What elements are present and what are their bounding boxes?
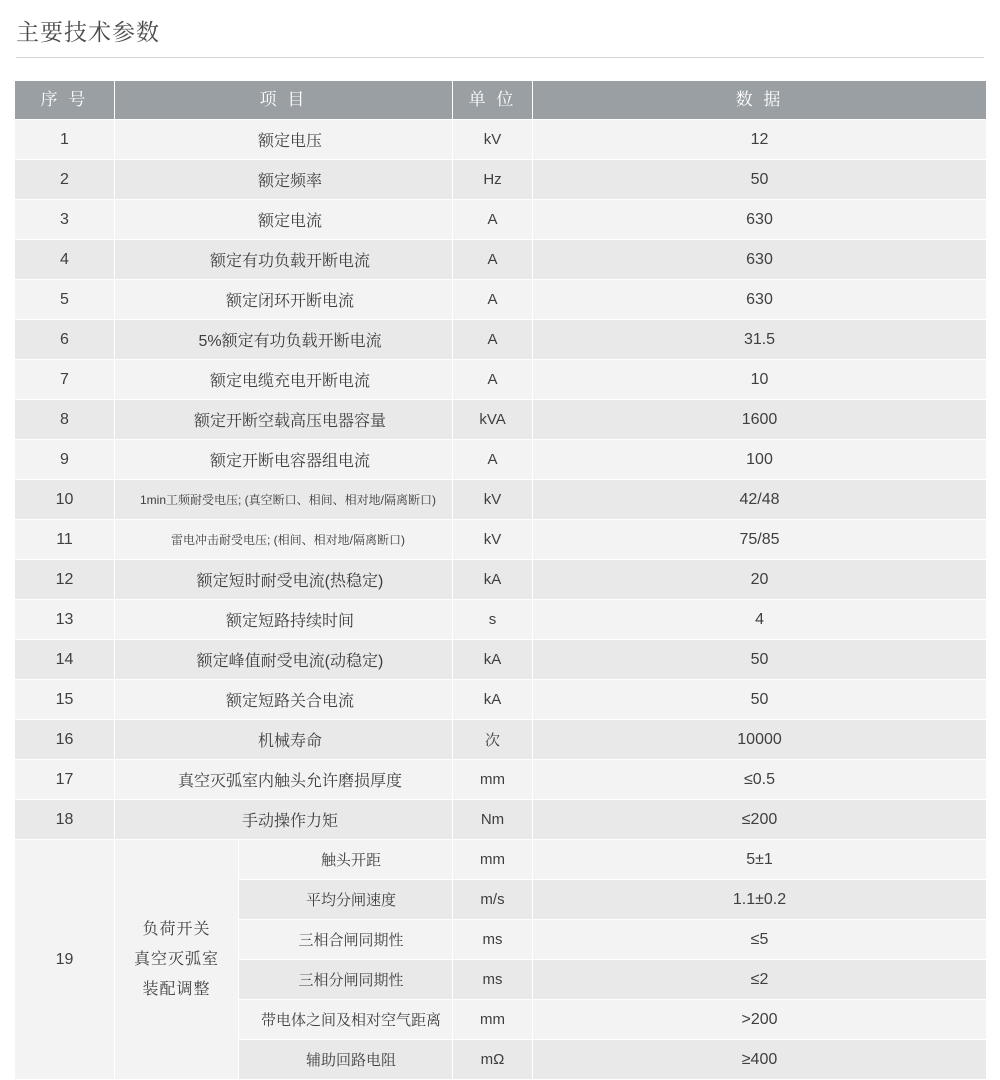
- table-row: [15, 800, 987, 840]
- row-number: 19: [15, 840, 115, 1080]
- row-unit: A: [453, 280, 533, 320]
- row-value: ≤2: [533, 960, 987, 1000]
- row-number: 17: [15, 760, 115, 800]
- row-value: 630: [533, 280, 987, 320]
- row-value: 75/85: [533, 520, 987, 560]
- table-row: [15, 640, 987, 680]
- column-header-item: 项 目: [115, 81, 453, 120]
- row-value: 1600: [533, 400, 987, 440]
- column-header-no: 序 号: [15, 81, 115, 120]
- row-unit: kA: [453, 560, 533, 600]
- row-unit: A: [453, 440, 533, 480]
- table-row: [15, 280, 987, 320]
- row-unit: ms: [453, 920, 533, 960]
- row-item-name: 额定开断空载高压电器容量: [115, 400, 453, 440]
- row-value: 100: [533, 440, 987, 480]
- row-group-label-line: 真空灭弧室: [133, 950, 219, 968]
- row-unit: Hz: [453, 160, 533, 200]
- row-value: ≤200: [533, 800, 987, 840]
- technical-parameters-table: [14, 80, 987, 1080]
- table-header-row: [15, 81, 987, 120]
- table-row: [15, 680, 987, 720]
- table-row: [15, 840, 987, 880]
- row-value: 20: [533, 560, 987, 600]
- row-number: 9: [15, 440, 115, 480]
- row-value: 630: [533, 240, 987, 280]
- row-item-name: 5%额定有功负载开断电流: [115, 320, 453, 360]
- row-item-name: 雷电冲击耐受电压; (相间、相对地/隔离断口): [115, 520, 453, 560]
- row-unit: kV: [453, 120, 533, 160]
- row-sub-item-name: 带电体之间及相对空气距离: [239, 1000, 453, 1040]
- table-row: [15, 720, 987, 760]
- row-value: 50: [533, 680, 987, 720]
- table-row: [15, 400, 987, 440]
- row-unit: kVA: [453, 400, 533, 440]
- row-value: 10000: [533, 720, 987, 760]
- row-number: 12: [15, 560, 115, 600]
- table-row: [15, 200, 987, 240]
- row-sub-item-name: 三相分闸同期性: [239, 960, 453, 1000]
- row-number: 10: [15, 480, 115, 520]
- row-item-name: 手动操作力矩: [115, 800, 453, 840]
- row-number: 8: [15, 400, 115, 440]
- row-item-name: 额定电压: [115, 120, 453, 160]
- title-divider: [16, 57, 984, 58]
- row-value: 50: [533, 160, 987, 200]
- row-number: 2: [15, 160, 115, 200]
- row-sub-item-name: 三相合闸同期性: [239, 920, 453, 960]
- row-value: 10: [533, 360, 987, 400]
- row-number: 4: [15, 240, 115, 280]
- row-number: 15: [15, 680, 115, 720]
- row-unit: Nm: [453, 800, 533, 840]
- row-sub-item-name: 辅助回路电阻: [239, 1040, 453, 1080]
- row-unit: A: [453, 360, 533, 400]
- row-value: ≤0.5: [533, 760, 987, 800]
- table-row: [15, 520, 987, 560]
- row-item-name: 额定短路关合电流: [115, 680, 453, 720]
- row-number: 13: [15, 600, 115, 640]
- table-row: [15, 600, 987, 640]
- table-row: [15, 320, 987, 360]
- table-row: [15, 440, 987, 480]
- row-unit: s: [453, 600, 533, 640]
- row-number: 14: [15, 640, 115, 680]
- row-value: 12: [533, 120, 987, 160]
- row-item-name: 机械寿命: [115, 720, 453, 760]
- row-item-name: 额定短时耐受电流(热稳定): [115, 560, 453, 600]
- table-row: [15, 120, 987, 160]
- row-unit: mm: [453, 1000, 533, 1040]
- row-value: 630: [533, 200, 987, 240]
- row-item-name: 真空灭弧室内触头允许磨损厚度: [115, 760, 453, 800]
- row-number: 11: [15, 520, 115, 560]
- row-number: 16: [15, 720, 115, 760]
- row-value: 50: [533, 640, 987, 680]
- row-unit: 次: [453, 720, 533, 760]
- table-row: [15, 240, 987, 280]
- page-title: 主要技术参数: [16, 19, 160, 45]
- row-unit: kV: [453, 480, 533, 520]
- row-item-name: 额定开断电容器组电流: [115, 440, 453, 480]
- row-group-label-line: 负荷开关: [142, 920, 211, 938]
- row-unit: kV: [453, 520, 533, 560]
- row-value: 5±1: [533, 840, 987, 880]
- table-body: [15, 120, 987, 1080]
- column-header-data: 数 据: [533, 81, 987, 120]
- row-group-label: [115, 840, 239, 1080]
- row-item-name: 额定峰值耐受电流(动稳定): [115, 640, 453, 680]
- table-row: [15, 560, 987, 600]
- row-value: 31.5: [533, 320, 987, 360]
- row-number: 18: [15, 800, 115, 840]
- row-number: 5: [15, 280, 115, 320]
- table-row: [15, 160, 987, 200]
- row-number: 7: [15, 360, 115, 400]
- row-value: >200: [533, 1000, 987, 1040]
- row-number: 3: [15, 200, 115, 240]
- row-item-name: 额定频率: [115, 160, 453, 200]
- row-item-name: 额定闭环开断电流: [115, 280, 453, 320]
- row-unit: mm: [453, 760, 533, 800]
- row-item-name: 额定有功负载开断电流: [115, 240, 453, 280]
- row-item-name: 额定短路持续时间: [115, 600, 453, 640]
- row-unit: mΩ: [453, 1040, 533, 1080]
- row-unit: m/s: [453, 880, 533, 920]
- row-unit: ms: [453, 960, 533, 1000]
- row-value: 1.1±0.2: [533, 880, 987, 920]
- table-header: [15, 81, 987, 120]
- row-item-name: 额定电缆充电开断电流: [115, 360, 453, 400]
- row-unit: kA: [453, 640, 533, 680]
- row-unit: A: [453, 200, 533, 240]
- row-value: ≥400: [533, 1040, 987, 1080]
- row-sub-item-name: 触头开距: [239, 840, 453, 880]
- row-value: ≤5: [533, 920, 987, 960]
- table-row: [15, 760, 987, 800]
- row-item-name: 额定电流: [115, 200, 453, 240]
- column-header-unit: 单 位: [453, 81, 533, 120]
- row-unit: mm: [453, 840, 533, 880]
- row-unit: kA: [453, 680, 533, 720]
- row-number: 1: [15, 120, 115, 160]
- row-value: 42/48: [533, 480, 987, 520]
- row-unit: A: [453, 320, 533, 360]
- row-value: 4: [533, 600, 987, 640]
- row-number: 6: [15, 320, 115, 360]
- row-item-name: 1min工频耐受电压; (真空断口、相间、相对地/隔离断口): [115, 480, 453, 520]
- table-row: [15, 480, 987, 520]
- row-unit: A: [453, 240, 533, 280]
- row-group-label-line: 装配调整: [142, 980, 211, 998]
- row-sub-item-name: 平均分闸速度: [239, 880, 453, 920]
- table-row: [15, 360, 987, 400]
